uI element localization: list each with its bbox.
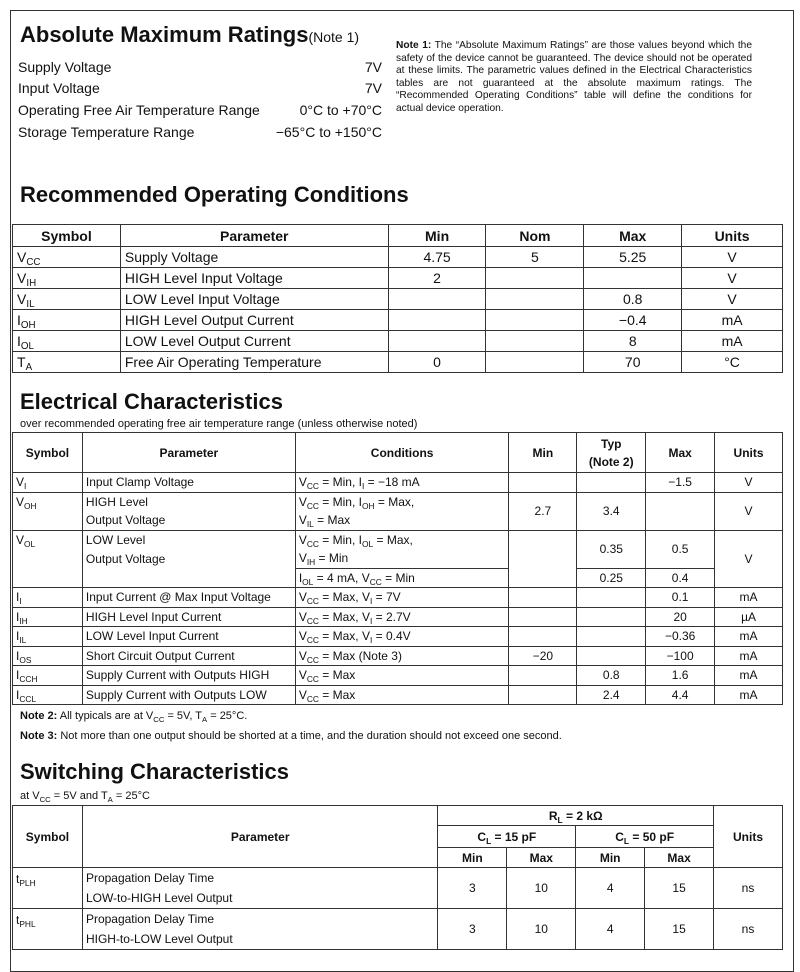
table-row: $I_{OL}$ LOW Level Output Current 8 mA (13, 331, 783, 352)
table-row: $V_{CC}$ Supply Voltage 4.75 5 5.25 V (13, 247, 783, 268)
table-header-row (13, 225, 783, 247)
col-header: Max (507, 848, 576, 868)
col-header: Units (715, 433, 783, 473)
col-header: Min (509, 433, 577, 473)
note-2: Note 2: All typicals are at $V_{CC} = 5V$, $T_A = 25^\circ C$. (20, 710, 248, 724)
col-header: Max (646, 433, 715, 473)
col-header: Symbol (13, 433, 83, 473)
note-3: Note 3: Not more than one output should be shorted at a time, and the duration should not exceed one second. (20, 730, 562, 742)
note-1: Note 1: The “Absolute Maximum Ratings” are those values beyond which the safety of the device cannot be guaranteed. The device should not be operated at these limits. The parametric values defined in the Electrical Characteristics tables are not guaranteed at the absolute maximum ratings. The “Recommended Operating Conditions” table will define the conditions for actual device operation. (396, 40, 752, 114)
col-header: Parameter (82, 806, 437, 868)
table-row: $I_{IL}$ LOW Level Input Current $V_{CC}$ = Max, $V_I = 0.4V$ −0.36 mA (13, 627, 783, 647)
table-row: $I_I$ Input Current @ Max Input Voltage $V_{CC}$ = Max, $V_I = 7V$ 0.1 mA (13, 588, 783, 608)
sc-table (12, 805, 783, 950)
table-row: $V_{OL}$ LOW Level $V_{CC}$ = Min, $I_{OL}$ = Max, 0.35 0.5 V (13, 530, 783, 549)
roc-title: Recommended Operating Conditions (20, 182, 409, 207)
ec-table (12, 432, 783, 705)
col-header: Symbol (13, 225, 121, 247)
col-header: Parameter (120, 225, 388, 247)
table-row: $t_{PHL}$ Propagation Delay Time HIGH-to-LOW Level Output 3 10 4 15 ns (13, 909, 783, 950)
col-header: Min (438, 848, 507, 868)
ec-title: Electrical Characteristics (20, 389, 283, 414)
table-row: $I_{CCL}$ Supply Current with Outputs LOW $V_{CC}$ = Max 2.4 4.4 mA (13, 685, 783, 705)
table-row: Output Voltage $V_{IH}$ = Min (13, 549, 783, 568)
table-row: Output Voltage $V_{IL}$ = Max (13, 511, 783, 530)
col-header: Typ (Note 2) (577, 433, 646, 473)
roc-table (12, 224, 783, 373)
ec-subtitle: over recommended operating free air temperature range (unless otherwise noted) (20, 418, 418, 430)
table-row: $I_{IH}$ HIGH Level Input Current $V_{CC}$ = Max, $V_I = 2.7V$ 20 µA (13, 607, 783, 627)
table-header-row (13, 433, 783, 473)
table-row: $t_{PLH}$ Propagation Delay Time LOW-to-HIGH Level Output 3 10 4 15 ns (13, 868, 783, 909)
table-row: $V_{IH}$ HIGH Level Input Voltage 2 V (13, 268, 783, 289)
col-header: Conditions (295, 433, 509, 473)
sc-subtitle: at $V_{CC} = 5V$ and $T_A = 25^\circ C$ (20, 790, 150, 804)
amr-row: Operating Free Air Temperature Range 0°C to +70°C (18, 102, 382, 118)
col-header: Units (714, 806, 783, 868)
table-row: $I_{OH}$ HIGH Level Output Current −0.4 mA (13, 310, 783, 331)
col-header: Parameter (82, 433, 295, 473)
table-row: $I_{OL} = 4$ mA, $V_{CC}$ = Min 0.25 0.4 (13, 568, 783, 588)
col-header: Min (576, 848, 645, 868)
col-header: Min (388, 225, 486, 247)
amr-title: Absolute Maximum Ratings(Note 1) (20, 22, 360, 47)
amr-row: Supply Voltage 7V (18, 59, 382, 75)
col-header: Symbol (13, 806, 83, 868)
col-header: Units (682, 225, 783, 247)
amr-row: Storage Temperature Range −65°C to +150°C (18, 124, 382, 140)
col-header: Max (645, 848, 714, 868)
col-header: $C_L = 50$ pF (576, 826, 714, 848)
table-row: $V_{OH}$ HIGH Level $V_{CC}$ = Min, $I_{OH}$ = Max, 2.7 3.4 V (13, 492, 783, 511)
table-row: $V_I$ Input Clamp Voltage $V_{CC}$ = Min, $I_I = -18$ mA −1.5 V (13, 473, 783, 493)
table-row: $I_{OS}$ Short Circuit Output Current $V_{CC}$ = Max (Note 3) −20 −100 mA (13, 646, 783, 666)
col-header: $R_L = 2$ kΩ (438, 806, 714, 826)
sc-title: Switching Characteristics (20, 759, 289, 784)
amr-row: Input Voltage 7V (18, 80, 382, 96)
col-header: Max (584, 225, 682, 247)
table-row: $T_A$ Free Air Operating Temperature 0 70 °C (13, 352, 783, 373)
col-header: $C_L = 15$ pF (438, 826, 576, 848)
table-row: $I_{CCH}$ Supply Current with Outputs HIGH $V_{CC}$ = Max 0.8 1.6 mA (13, 666, 783, 686)
table-row: $V_{IL}$ LOW Level Input Voltage 0.8 V (13, 289, 783, 310)
col-header: Nom (486, 225, 584, 247)
table-header-row (13, 806, 783, 826)
